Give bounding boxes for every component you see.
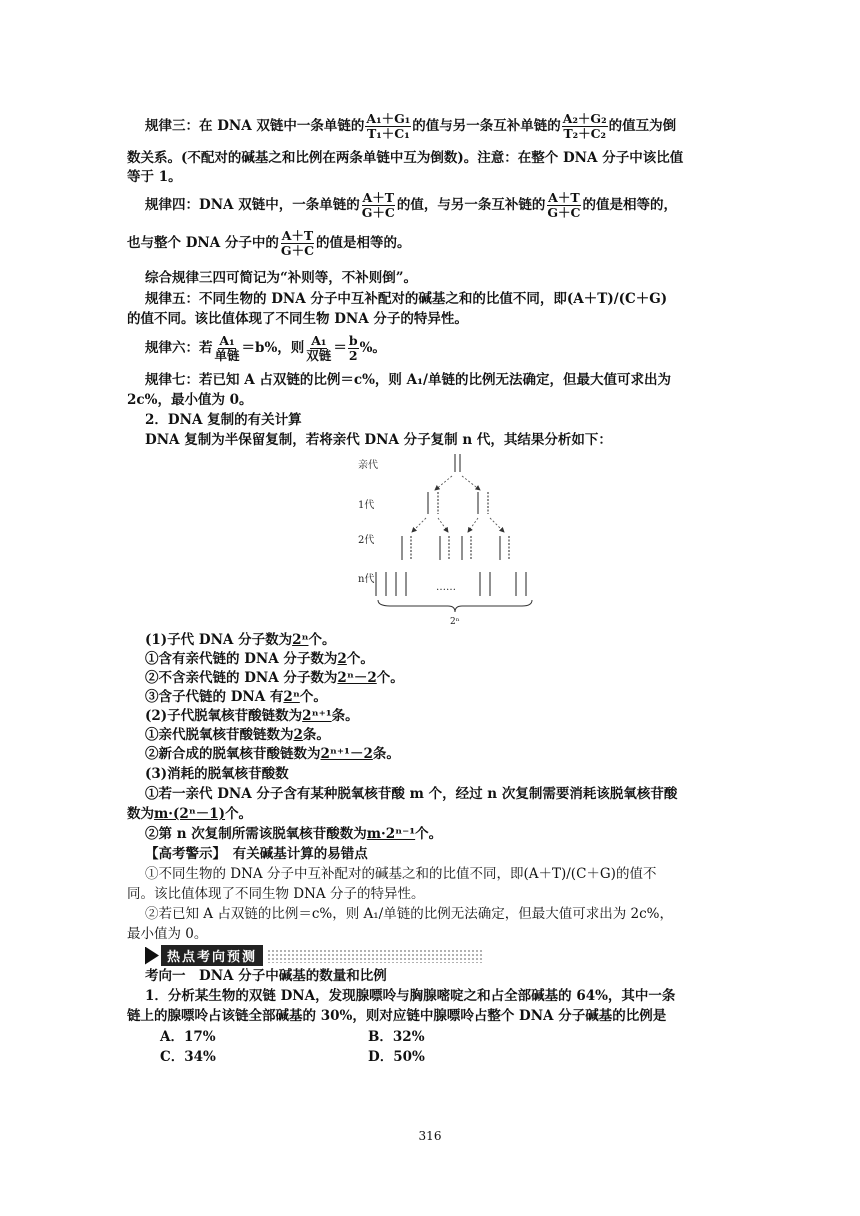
rule3-mid: 的值与另一条互补单链的 [412, 118, 561, 134]
item-1 [145, 630, 336, 650]
rule4-fraction-1 [361, 191, 396, 220]
item-2-prefix: (2)子代脱氧核苷酸链数为 [145, 708, 303, 724]
option-b: B．32% [368, 1029, 425, 1045]
rule3-line2: 数关系。(不配对的碱基之和比例在两条单链中互为倒数)。注意：在整个 DNA 分子中该比值 [127, 150, 684, 166]
diagram-bottom-label: 2ⁿ [450, 617, 460, 627]
item-3b-answer: m·2ⁿ⁻¹ [366, 826, 416, 842]
rule3-fraction-1 [365, 112, 411, 141]
section2-title: 2．DNA 复制的有关计算 [145, 412, 302, 428]
item-2b-suffix: 条。 [372, 746, 400, 762]
rule6-f2-numerator: A₁ [311, 333, 327, 348]
option-a: A．17% [160, 1029, 216, 1045]
item-2a-answer: 2 [293, 727, 303, 743]
rule6-f1-numerator: A₁ [219, 333, 235, 348]
dotted-rule [267, 949, 482, 963]
section2-intro: DNA 复制为半保留复制，若将亲代 DNA 分子复制 n 代，其结果分析如下： [145, 432, 612, 448]
rule7-line2: 2c%，最小值为 0。 [127, 392, 253, 408]
item-3a-prefix: 数为 [127, 806, 154, 822]
rule3-frac2-denominator: T₂＋C₂ [563, 126, 607, 141]
item-2a-prefix: ①亲代脱氧核苷酸链数为 [145, 727, 294, 743]
question-1-line2: 链上的腺嘌呤占该链全部碱基的 30%，则对应链中腺嘌呤占整个 DNA 分子碱基的比例是 [127, 1008, 667, 1024]
rule6-f3-numerator: b [348, 333, 358, 348]
warning-p1-line2: 同。该比值体现了不同生物 DNA 分子的特异性。 [127, 886, 425, 902]
chevron-right-icon [145, 947, 159, 965]
rule6-mid1: ＝b%，则 [241, 340, 305, 356]
item-2-suffix: 条。 [331, 708, 359, 724]
rule6-mid2: ＝ [333, 340, 347, 356]
rule4-line2-suffix: 的值是相等的。 [316, 235, 411, 251]
rule3-line3: 等于 1。 [127, 169, 182, 185]
rule6-fraction-2 [305, 334, 332, 363]
item-1c-prefix: ③含子代链的 DNA 有 [145, 689, 284, 705]
item-3a-line2 [127, 804, 252, 824]
replication-diagram [340, 448, 540, 628]
item-2-answer: 2ⁿ⁺¹ [302, 708, 332, 724]
item-1a-answer: 2 [337, 651, 347, 667]
option-d: D．50% [368, 1049, 425, 1065]
rule6-f2-denominator: 双链 [306, 348, 332, 363]
item-1-prefix: (1)子代 DNA 分子数为 [145, 632, 293, 648]
item-1-suffix: 个。 [308, 632, 336, 648]
rule4-suffix: 的值是相等的， [582, 197, 677, 213]
rule3-frac1-denominator: T₁＋C₁ [366, 126, 410, 141]
item-3b [145, 824, 442, 844]
rule4-frac-numerator: A＋T [548, 190, 580, 205]
rule3-frac1-numerator: A₁＋G₁ [366, 111, 411, 126]
diagram-ellipsis: …… [436, 582, 456, 593]
diagram-label-parent: 亲代 [358, 460, 378, 471]
rule4-frac-numerator: A＋T [362, 190, 395, 205]
diagram-label-gen1: 1代 [358, 500, 375, 511]
hot-topic-label: 热点考向预测 [161, 945, 263, 966]
rule6-fraction-3 [348, 334, 359, 363]
hot-topic-heading [145, 945, 482, 966]
item-1a [145, 649, 374, 669]
item-1c-suffix: 个。 [299, 689, 327, 705]
item-2b [145, 744, 400, 764]
item-1a-suffix: 个。 [346, 651, 374, 667]
item-3a-suffix: 个。 [225, 806, 253, 822]
item-1b-answer: 2ⁿ－2 [337, 670, 377, 686]
rule7-line1: 规律七：若已知 A 占双链的比例＝c%，则 A₁/单链的比例无法确定，但最大值可求出为 [145, 372, 671, 388]
rule3-line1 [145, 112, 676, 141]
item-1b [145, 668, 404, 688]
rule4-prefix: 规律四：DNA 双链中，一条单链的 [145, 197, 360, 213]
item-3a-answer: m·(2ⁿ－1) [154, 806, 226, 822]
rule6-f1-denominator: 单链 [214, 348, 240, 363]
direction-title: 考向一 DNA 分子中碱基的数量和比例 [145, 968, 387, 984]
rule4-frac-denominator: G＋C [280, 243, 315, 258]
warning-title: 【高考警示】 有关碱基计算的易错点 [145, 846, 368, 862]
rule3-frac2-numerator: A₂＋G₂ [562, 111, 607, 126]
item-3b-prefix: ②第 n 次复制所需该脱氧核苷酸数为 [145, 826, 367, 842]
diagram-label-genn: n代 [358, 574, 375, 585]
question-1-line1: 1．分析某生物的双链 DNA，发现腺嘌呤与胸腺嘧啶之和占全部碱基的 64%，其中一条 [145, 988, 676, 1004]
item-1b-prefix: ②不含亲代链的 DNA 分子数为 [145, 670, 338, 686]
rule4-line2-prefix: 也与整个 DNA 分子中的 [127, 235, 279, 251]
rule4-frac-denominator: G＋C [361, 205, 395, 220]
rule4-line1 [145, 191, 677, 220]
page-number: 316 [418, 1129, 442, 1143]
item-2 [145, 706, 359, 726]
rule4-mid: 的值，与另一条互补链的 [396, 197, 546, 213]
rule3-fraction-2 [562, 112, 608, 141]
rule4-fraction-3 [280, 229, 315, 258]
item-2a [145, 725, 330, 745]
item-1c [145, 687, 327, 707]
rule4-frac-denominator: G＋C [547, 205, 581, 220]
rule6-suffix: %。 [359, 340, 386, 356]
item-2b-answer: 2ⁿ⁺¹－2 [320, 746, 373, 762]
warning-p2-line2: 最小值为 0。 [127, 926, 208, 942]
rule4-fraction-2 [546, 191, 581, 220]
item-2a-suffix: 条。 [302, 727, 330, 743]
item-1-answer: 2ⁿ [292, 632, 309, 648]
rule6-f3-denominator: 2 [348, 348, 358, 363]
rule3-suffix: 的值互为倒 [608, 118, 677, 134]
rule6-prefix: 规律六：若 [145, 340, 213, 356]
option-c: C．34% [160, 1049, 216, 1065]
rule6-line [145, 334, 386, 363]
item-1c-answer: 2ⁿ [283, 689, 300, 705]
rule5-line1: 规律五：不同生物的 DNA 分子中互补配对的碱基之和的比值不同，即(A＋T)/(C＋G) [145, 291, 668, 307]
rule4-frac-numerator: A＋T [281, 228, 314, 243]
warning-p2-line1: ②若已知 A 占双链的比例＝c%，则 A₁/单链的比例无法确定，但最大值可求出为 2c%， [145, 906, 673, 922]
rule3-prefix: 规律三：在 DNA 双链中一条单链的 [145, 118, 365, 134]
item-1a-prefix: ①含有亲代链的 DNA 分子数为 [145, 651, 338, 667]
item-1b-suffix: 个。 [376, 670, 404, 686]
diagram-label-gen2: 2代 [358, 535, 375, 546]
warning-p1-line1: ①不同生物的 DNA 分子中互补配对的碱基之和的比值不同，即(A＋T)/(C＋G)的值不 [145, 866, 657, 882]
rule5-line2: 的值不同。该比值体现了不同生物 DNA 分子的特异性。 [127, 311, 468, 327]
item-3a-line1: ①若一亲代 DNA 分子含有某种脱氧核苷酸 m 个，经过 n 次复制需要消耗该脱氧核苷酸 [145, 786, 678, 802]
item-2b-prefix: ②新合成的脱氧核苷酸链数为 [145, 746, 321, 762]
rule4-line2 [127, 229, 411, 258]
item-3b-suffix: 个。 [415, 826, 443, 842]
rule6-fraction-1 [214, 334, 241, 363]
item-3: (3)消耗的脱氧核苷酸数 [145, 766, 289, 782]
summary-line: 综合规律三四可简记为“补则等，不补则倒”。 [145, 270, 418, 286]
